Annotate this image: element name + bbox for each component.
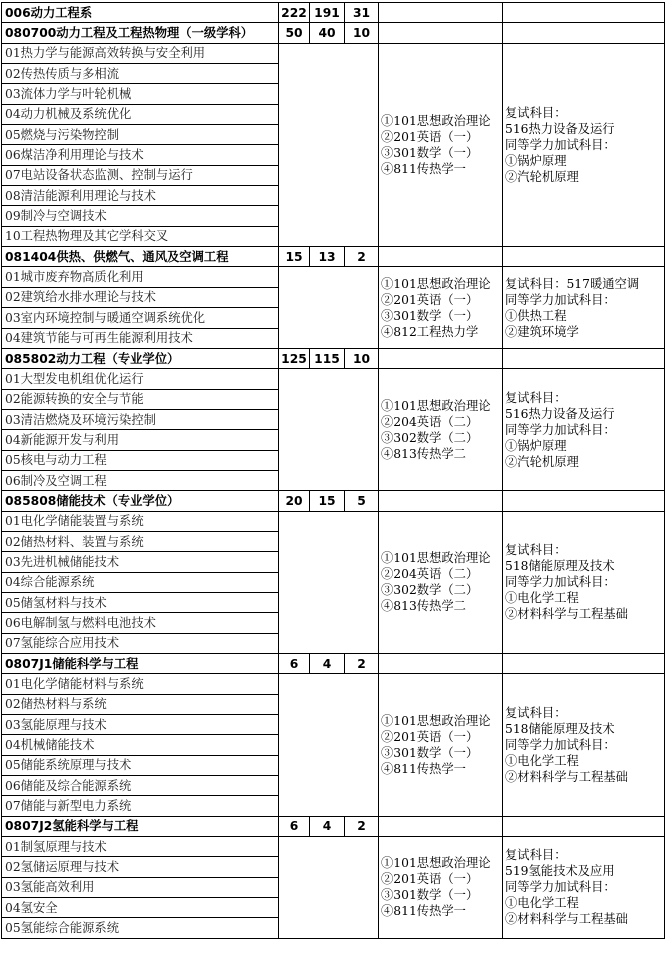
direction-row	[2, 369, 665, 389]
retest-subject: ①供热工程	[505, 308, 567, 323]
research-direction: 05氢能综合能源系统	[2, 918, 279, 938]
retest-subject: 复试科目：	[505, 706, 567, 721]
retest-subject: 518储能原理及技术	[505, 722, 615, 737]
program-quota-b: 10	[345, 348, 379, 368]
research-direction: 07储能与新型电力系统	[2, 796, 279, 816]
program-name: 085808储能技术（专业学位）	[2, 491, 279, 511]
research-direction: 02储热材料与系统	[2, 694, 279, 714]
research-direction: 03流体力学与叶轮机械	[2, 84, 279, 104]
program-name: 0807J2氢能科学与工程	[2, 816, 279, 836]
program-quota-a: 4	[310, 816, 345, 836]
exam-subject: ②201英语（一）	[381, 292, 479, 307]
program-header-row	[2, 348, 665, 368]
department-quota-total: 222	[279, 3, 310, 23]
retest-subject: ②材料科学与工程基础	[505, 912, 628, 927]
empty-cell	[503, 816, 665, 836]
research-direction: 03室内环境控制与暖通空调系统优化	[2, 308, 279, 328]
retest-subject: 519氢能技术及应用	[505, 864, 615, 879]
program-quota-b: 5	[345, 491, 379, 511]
exam-subjects-cell	[379, 674, 503, 816]
exam-subjects-cell	[379, 511, 503, 653]
retest-subject: 同等学力加试科目：	[505, 738, 616, 753]
research-direction: 01热力学与能源高效转换与安全利用	[2, 43, 279, 63]
empty-cell	[379, 3, 503, 23]
retest-subject: 复试科目：	[505, 390, 567, 405]
program-name: 081404供热、供燃气、通风及空调工程	[2, 247, 279, 267]
research-direction: 04氢安全	[2, 898, 279, 918]
exam-subject: ②201英语（一）	[381, 129, 479, 144]
empty-quota-cell	[279, 267, 379, 348]
program-quota-total: 50	[279, 23, 310, 43]
empty-cell	[503, 491, 665, 511]
retest-subject: 516热力设备及运行	[505, 406, 615, 421]
retest-subject: 复试科目：	[505, 105, 567, 120]
retest-subject: ②材料科学与工程基础	[505, 607, 628, 622]
research-direction: 03氢能高效利用	[2, 877, 279, 897]
program-header-row	[2, 654, 665, 674]
exam-subject: ①101思想政治理论	[381, 398, 491, 413]
retest-subjects-cell	[503, 369, 665, 491]
research-direction: 01大型发电机组优化运行	[2, 369, 279, 389]
exam-subject: ③301数学（一）	[381, 145, 479, 160]
retest-subjects-cell	[503, 511, 665, 653]
program-header-row	[2, 491, 665, 511]
exam-subject: ③301数学（一）	[381, 888, 479, 903]
research-direction: 05储氢材料与技术	[2, 592, 279, 612]
exam-subject: ①101思想政治理论	[381, 551, 491, 566]
program-quota-total: 125	[279, 348, 310, 368]
exam-subject: ③302数学（二）	[381, 583, 479, 598]
exam-subjects-cell	[379, 369, 503, 491]
research-direction: 04综合能源系统	[2, 572, 279, 592]
exam-subject: ④811传热学一	[381, 762, 466, 777]
exam-subject: ④811传热学一	[381, 904, 466, 919]
program-header-row	[2, 23, 665, 43]
research-direction: 05燃烧与污染物控制	[2, 125, 279, 145]
research-direction: 08清洁能源利用理论与技术	[2, 186, 279, 206]
exam-subjects-cell	[379, 43, 503, 246]
research-direction: 05储能系统原理与技术	[2, 755, 279, 775]
retest-subject: ②建筑环境学	[505, 324, 579, 339]
exam-subjects-cell	[379, 267, 503, 348]
program-quota-total: 6	[279, 816, 310, 836]
retest-subject: 516热力设备及运行	[505, 121, 615, 136]
exam-subjects-cell	[379, 837, 503, 939]
program-name: 0807J1储能科学与工程	[2, 654, 279, 674]
program-quota-a: 13	[310, 247, 345, 267]
research-direction: 04动力机械及系统优化	[2, 104, 279, 124]
retest-subject: 复试科目：	[505, 848, 567, 863]
exam-subject: ②204英语（二）	[381, 567, 479, 582]
research-direction: 10工程热物理及其它学科交叉	[2, 226, 279, 246]
research-direction: 06制冷及空调工程	[2, 470, 279, 490]
retest-subject: ②材料科学与工程基础	[505, 770, 628, 785]
research-direction: 07电站设备状态监测、控制与运行	[2, 165, 279, 185]
program-quota-total: 20	[279, 491, 310, 511]
research-direction: 06储能及综合能源系统	[2, 776, 279, 796]
empty-quota-cell	[279, 369, 379, 491]
exam-subject: ④813传热学二	[381, 446, 466, 461]
program-quota-a: 15	[310, 491, 345, 511]
direction-row	[2, 43, 665, 63]
exam-subject: ①101思想政治理论	[381, 856, 491, 871]
research-direction: 04新能源开发与利用	[2, 430, 279, 450]
retest-subjects-cell	[503, 674, 665, 816]
program-name: 080700动力工程及工程热物理（一级学科）	[2, 23, 279, 43]
research-direction: 01电化学储能材料与系统	[2, 674, 279, 694]
research-direction: 03清洁燃烧及环境污染控制	[2, 409, 279, 429]
exam-subject: ③302数学（二）	[381, 430, 479, 445]
empty-cell	[379, 654, 503, 674]
research-direction: 07氢能综合应用技术	[2, 633, 279, 653]
research-direction: 02传热传质与多相流	[2, 64, 279, 84]
retest-subject: 同等学力加试科目：	[505, 880, 616, 895]
retest-subject: 同等学力加试科目：	[505, 422, 616, 437]
exam-subject: ③301数学（一）	[381, 308, 479, 323]
program-quota-b: 2	[345, 816, 379, 836]
program-quota-b: 10	[345, 23, 379, 43]
exam-subject: ②201英语（一）	[381, 872, 479, 887]
enrollment-table-body	[2, 3, 665, 939]
department-quota-a: 191	[310, 3, 345, 23]
program-quota-total: 6	[279, 654, 310, 674]
empty-cell	[379, 247, 503, 267]
retest-subjects-cell	[503, 837, 665, 939]
program-name: 085802动力工程（专业学位）	[2, 348, 279, 368]
exam-subject: ①101思想政治理论	[381, 714, 491, 729]
research-direction: 01制氢原理与技术	[2, 837, 279, 857]
research-direction: 04建筑节能与可再生能源利用技术	[2, 328, 279, 348]
exam-subject: ①101思想政治理论	[381, 113, 491, 128]
direction-row	[2, 511, 665, 531]
empty-cell	[503, 23, 665, 43]
empty-quota-cell	[279, 837, 379, 939]
department-name: 006动力工程系	[2, 3, 279, 23]
retest-subject: ①锅炉原理	[505, 153, 567, 168]
retest-subject: 518储能原理及技术	[505, 559, 615, 574]
direction-row	[2, 267, 665, 287]
empty-cell	[379, 23, 503, 43]
research-direction: 02储热材料、装置与系统	[2, 531, 279, 551]
empty-cell	[379, 348, 503, 368]
retest-subject: 同等学力加试科目：	[505, 575, 616, 590]
research-direction: 02能源转换的安全与节能	[2, 389, 279, 409]
research-direction: 01电化学储能装置与系统	[2, 511, 279, 531]
retest-subject: ①锅炉原理	[505, 438, 567, 453]
program-quota-a: 115	[310, 348, 345, 368]
research-direction: 06煤洁净利用理论与技术	[2, 145, 279, 165]
retest-subject: ②汽轮机原理	[505, 454, 579, 469]
empty-cell	[503, 3, 665, 23]
direction-row	[2, 837, 665, 857]
program-header-row	[2, 816, 665, 836]
retest-subjects-cell	[503, 267, 665, 348]
retest-subject: ①电化学工程	[505, 591, 579, 606]
research-direction: 03先进机械储能技术	[2, 552, 279, 572]
exam-subject: ②204英语（二）	[381, 414, 479, 429]
enrollment-table	[1, 2, 665, 939]
program-quota-b: 2	[345, 654, 379, 674]
exam-subject: ④813传热学二	[381, 599, 466, 614]
research-direction: 09制冷与空调技术	[2, 206, 279, 226]
program-quota-a: 40	[310, 23, 345, 43]
department-header-row	[2, 3, 665, 23]
program-quota-b: 2	[345, 247, 379, 267]
empty-quota-cell	[279, 43, 379, 246]
exam-subject: ④812工程热力学	[381, 324, 479, 339]
empty-quota-cell	[279, 674, 379, 816]
empty-quota-cell	[279, 511, 379, 653]
exam-subject: ④811传热学一	[381, 161, 466, 176]
research-direction: 04机械储能技术	[2, 735, 279, 755]
research-direction: 02建筑给水排水理论与技术	[2, 287, 279, 307]
retest-subject: 同等学力加试科目：	[505, 137, 616, 152]
empty-cell	[503, 348, 665, 368]
empty-cell	[379, 816, 503, 836]
retest-subject: 复试科目：	[505, 543, 567, 558]
retest-subject: ①电化学工程	[505, 896, 579, 911]
empty-cell	[503, 247, 665, 267]
retest-subject: ①电化学工程	[505, 754, 579, 769]
program-header-row	[2, 247, 665, 267]
empty-cell	[379, 491, 503, 511]
department-quota-b: 31	[345, 3, 379, 23]
direction-row	[2, 674, 665, 694]
research-direction: 05核电与动力工程	[2, 450, 279, 470]
retest-subjects-cell	[503, 43, 665, 246]
research-direction: 01城市废弃物高质化利用	[2, 267, 279, 287]
program-quota-total: 15	[279, 247, 310, 267]
retest-subject: ②汽轮机原理	[505, 169, 579, 184]
exam-subject: ②201英语（一）	[381, 730, 479, 745]
exam-subject: ③301数学（一）	[381, 746, 479, 761]
empty-cell	[503, 654, 665, 674]
research-direction: 06电解制氢与燃料电池技术	[2, 613, 279, 633]
program-quota-a: 4	[310, 654, 345, 674]
retest-subject: 复试科目：517暖通空调	[505, 276, 640, 291]
enrollment-catalog-document	[1, 2, 665, 939]
retest-subject: 同等学力加试科目：	[505, 292, 616, 307]
research-direction: 02氢储运原理与技术	[2, 857, 279, 877]
research-direction: 03氢能原理与技术	[2, 715, 279, 735]
exam-subject: ①101思想政治理论	[381, 276, 491, 291]
